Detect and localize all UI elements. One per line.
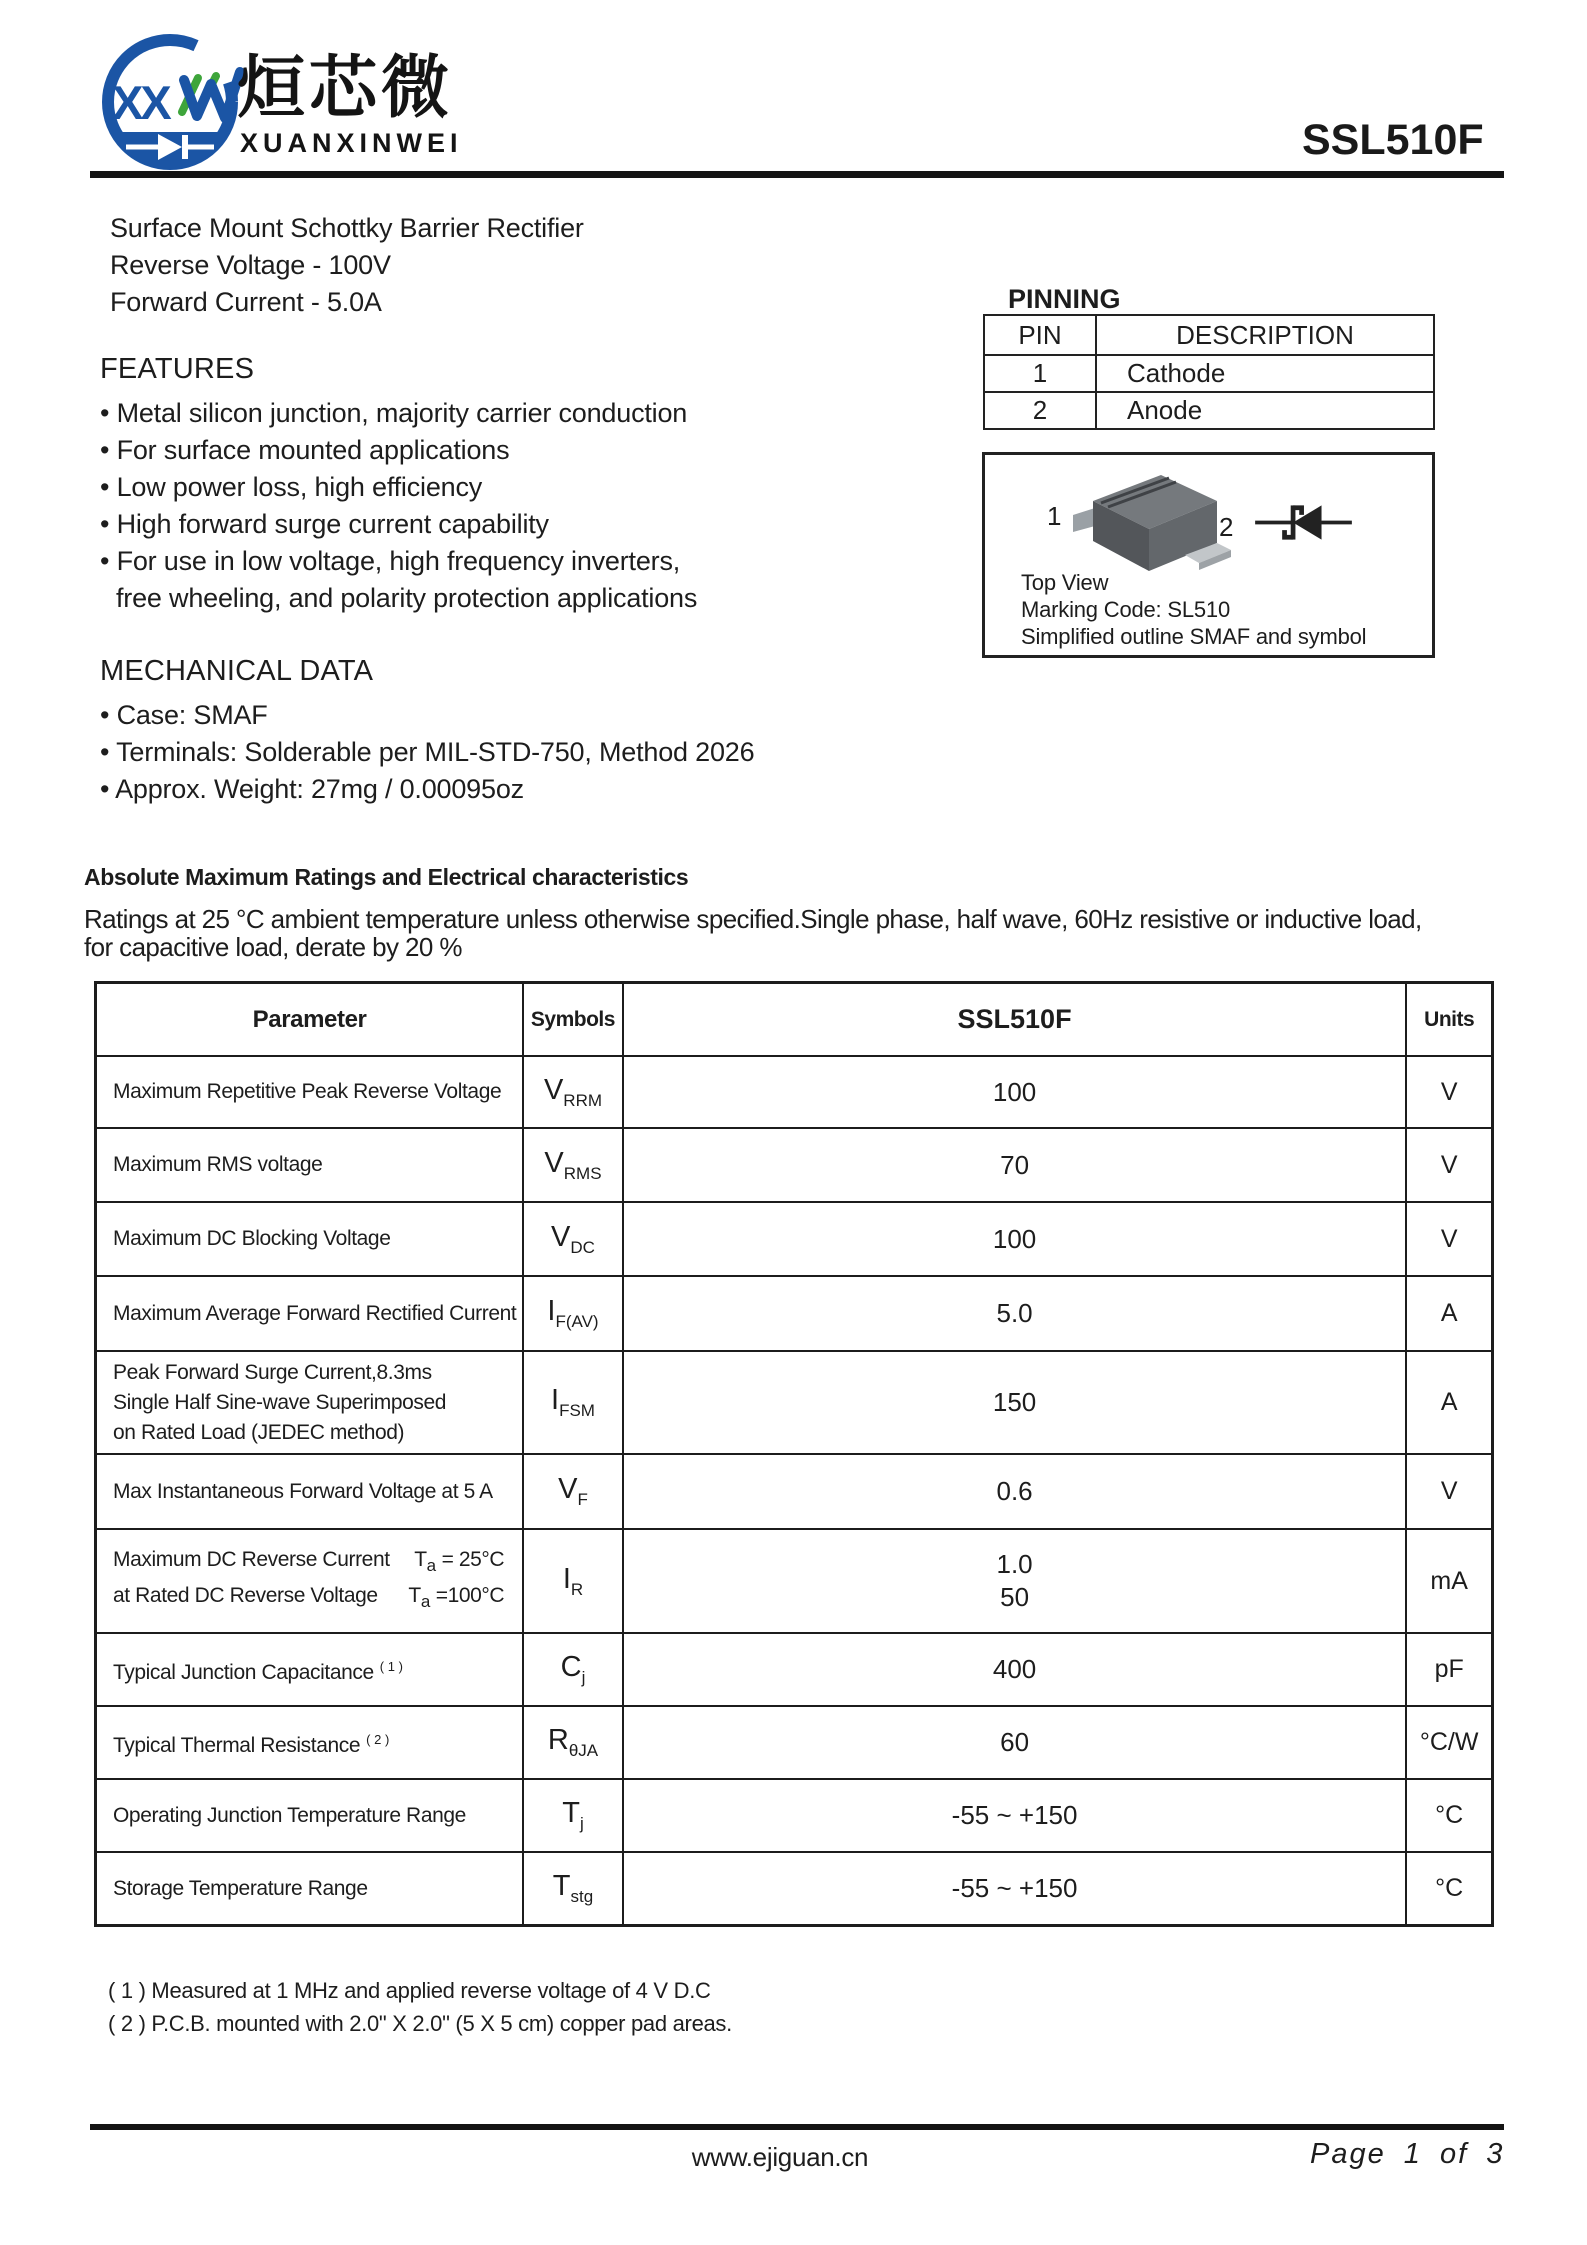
table-row <box>97 1275 1491 1350</box>
footnotes <box>108 1974 732 2040</box>
feature-item-continuation: free wheeling, and polarity protection applications <box>116 583 698 613</box>
value: 5.0 <box>996 1298 1033 1328</box>
mechanical-item: • Approx. Weight: 27mg / 0.00095oz <box>100 771 754 808</box>
package-captions <box>1021 569 1366 650</box>
symbol: $R_{\theta JA}$ <box>522 1707 622 1778</box>
parameter-label: Peak Forward Surge Current,8.3ms Single Half Sine-wave Superimposed on Rated Load (JEDEC method) <box>113 1360 447 1444</box>
mechanical-data-title: MECHANICAL DATA <box>100 655 374 687</box>
schottky-diode-symbol-icon <box>1251 495 1356 555</box>
parameter-label: Typical Thermal Resistance $^{( 2 )}$ <box>113 1731 390 1757</box>
symbol: $V_{RMS}$ <box>522 1129 622 1201</box>
symbol: $I_{FSM}$ <box>522 1352 622 1453</box>
value: 0.6 <box>996 1476 1033 1506</box>
website-url: www.ejiguan.cn <box>691 2142 869 2172</box>
unit: °C/W <box>1419 1728 1479 1756</box>
symbol: $V_F$ <box>522 1455 622 1528</box>
table-row <box>97 1350 1491 1453</box>
table-row <box>97 1705 1491 1778</box>
ratings-table <box>94 981 1494 1927</box>
ratings-note-line: for capacitive load, derate by 20 % <box>84 932 462 962</box>
pin-table-header-row <box>985 316 1433 354</box>
parameter-label: Operating Junction Temperature Range <box>113 1803 466 1827</box>
unit: °C <box>1435 1874 1464 1902</box>
table-row <box>97 1127 1491 1201</box>
unit: mA <box>1430 1566 1468 1595</box>
table-row <box>97 1778 1491 1851</box>
value: 400 <box>992 1654 1037 1684</box>
header-rule <box>90 171 1504 178</box>
summary-line: Surface Mount Schottky Barrier Rectifier <box>110 213 584 243</box>
pin-description: Anode <box>1127 395 1203 425</box>
smaf-package-icon <box>1065 463 1240 581</box>
svg-text:XX: XX <box>112 76 169 129</box>
value: -55 ~ +150 <box>951 1800 1078 1830</box>
footnote-ref: ( 2 ) <box>366 1731 390 1747</box>
table-row <box>97 1528 1491 1632</box>
value: 70 <box>1000 1149 1030 1180</box>
package-pin1-label: 1 <box>1047 501 1062 531</box>
package-pin2-label: 2 <box>1219 512 1234 542</box>
table-row <box>985 354 1433 391</box>
mechanical-item: • Terminals: Solderable per MIL-STD-750, Method 2026 <box>100 734 754 771</box>
pin-number: 1 <box>985 356 1097 391</box>
parameter-column-header: Parameter <box>252 1005 367 1033</box>
value: 1.0 50 <box>622 1530 1406 1632</box>
footnote-ref: ( 1 ) <box>379 1658 403 1674</box>
symbol: $C_j$ <box>522 1634 622 1705</box>
unit: V <box>1440 1077 1458 1106</box>
unit: °C <box>1435 1801 1464 1829</box>
summary-line: Reverse Voltage - 100V <box>110 250 391 280</box>
unit: pF <box>1434 1655 1464 1683</box>
description-column-header: DESCRIPTION <box>1176 319 1354 350</box>
mechanical-item: • Case: SMAF <box>100 697 754 734</box>
package-caption-line: Top View <box>1021 570 1109 595</box>
ratings-note-line: Ratings at 25 °C ambient temperature unless otherwise specified.Single phase, half wave, 60Hz resistive or inductive load, <box>84 904 1422 934</box>
feature-item: • For use in low voltage, high frequency inverters, <box>100 543 697 580</box>
table-row <box>985 391 1433 428</box>
parameter-label: Max Instantaneous Forward Voltage at 5 A <box>113 1479 493 1503</box>
features-section <box>100 353 697 617</box>
table-row <box>97 1632 1491 1705</box>
feature-item: • Metal silicon junction, majority carrier conduction <box>100 395 697 432</box>
unit: A <box>1440 1299 1458 1327</box>
symbol: $V_{DC}$ <box>522 1203 622 1275</box>
company-name-english: XUANXINWEI <box>240 128 463 158</box>
pinning-section-title: PINNING <box>1008 284 1121 314</box>
parameter-label: Storage Temperature Range <box>113 1876 368 1900</box>
package-outline-box <box>982 452 1435 658</box>
footer-rule <box>90 2124 1504 2130</box>
package-3d-image <box>1065 463 1240 586</box>
symbol: $I_R$ <box>522 1530 622 1632</box>
parameter-label: Maximum Average Forward Rectified Current <box>113 1301 517 1325</box>
value: 60 <box>1000 1727 1030 1757</box>
company-logo <box>78 28 248 185</box>
value: 100 <box>992 1223 1037 1254</box>
value: -55 ~ +150 <box>951 1873 1078 1903</box>
unit: V <box>1440 1477 1458 1505</box>
pin-table <box>983 314 1435 430</box>
part-column-header: SSL510F <box>622 984 1406 1055</box>
xxw-logo-icon <box>78 28 248 180</box>
footnote-line: ( 2 ) P.C.B. mounted with 2.0" X 2.0" (5 X 5 cm) copper pad areas. <box>108 2011 732 2036</box>
ratings-section-title: Absolute Maximum Ratings and Electrical characteristics <box>84 864 689 890</box>
symbol: $T_{stg}$ <box>522 1853 622 1924</box>
value: 150 <box>992 1387 1037 1417</box>
mechanical-data-section <box>100 655 754 808</box>
company-name-chinese: 烜芯微 <box>237 50 454 126</box>
feature-item: • High forward surge current capability <box>100 506 697 543</box>
table-row <box>97 1055 1491 1127</box>
parameter-label: Typical Junction Capacitance $^{( 1 )}$ <box>113 1658 403 1684</box>
feature-item: • Low power loss, high efficiency <box>100 469 697 506</box>
ratings-table-header-row <box>97 984 1491 1055</box>
pin-column-header: PIN <box>985 316 1097 354</box>
table-row <box>97 1851 1491 1924</box>
value: 100 <box>992 1076 1037 1107</box>
product-summary <box>110 210 584 321</box>
part-number-title: SSL510F <box>1302 116 1484 164</box>
package-caption-line: Simplified outline SMAF and symbol <box>1021 624 1367 649</box>
pin-number: 2 <box>985 393 1097 428</box>
feature-item: • For surface mounted applications <box>100 432 697 469</box>
package-caption-line: Marking Code: SL510 <box>1021 597 1230 622</box>
parameter-label: Maximum DC Blocking Voltage <box>113 1227 391 1250</box>
parameter-label: Maximum Repetitive Peak Reverse Voltage <box>113 1080 502 1103</box>
unit: V <box>1440 1224 1458 1253</box>
ratings-note <box>84 905 1422 961</box>
unit: V <box>1440 1150 1458 1179</box>
symbol: $V_{RRM}$ <box>522 1057 622 1127</box>
parameter-label: Maximum RMS voltage <box>113 1153 323 1176</box>
parameter-label: Maximum DC Reverse Current $T_a = 25^\circ C$ at Rated DC Reverse Voltage $T_a =100^\circ C$ <box>113 1547 505 1612</box>
symbol: $I_{F(AV)}$ <box>522 1277 622 1350</box>
summary-line: Forward Current - 5.0A <box>110 287 382 317</box>
units-column-header: Units <box>1405 984 1491 1055</box>
footnote-line: ( 1 ) Measured at 1 MHz and applied reverse voltage of 4 V D.C <box>108 1978 711 2003</box>
page-number: Page 1 of 3 <box>1310 2138 1505 2170</box>
symbol: $T_j$ <box>522 1780 622 1851</box>
features-title: FEATURES <box>100 353 255 385</box>
table-row <box>97 1453 1491 1528</box>
unit: A <box>1440 1388 1458 1416</box>
pin-description: Cathode <box>1127 358 1226 388</box>
symbols-column-header: Symbols <box>522 984 622 1055</box>
table-row <box>97 1201 1491 1275</box>
